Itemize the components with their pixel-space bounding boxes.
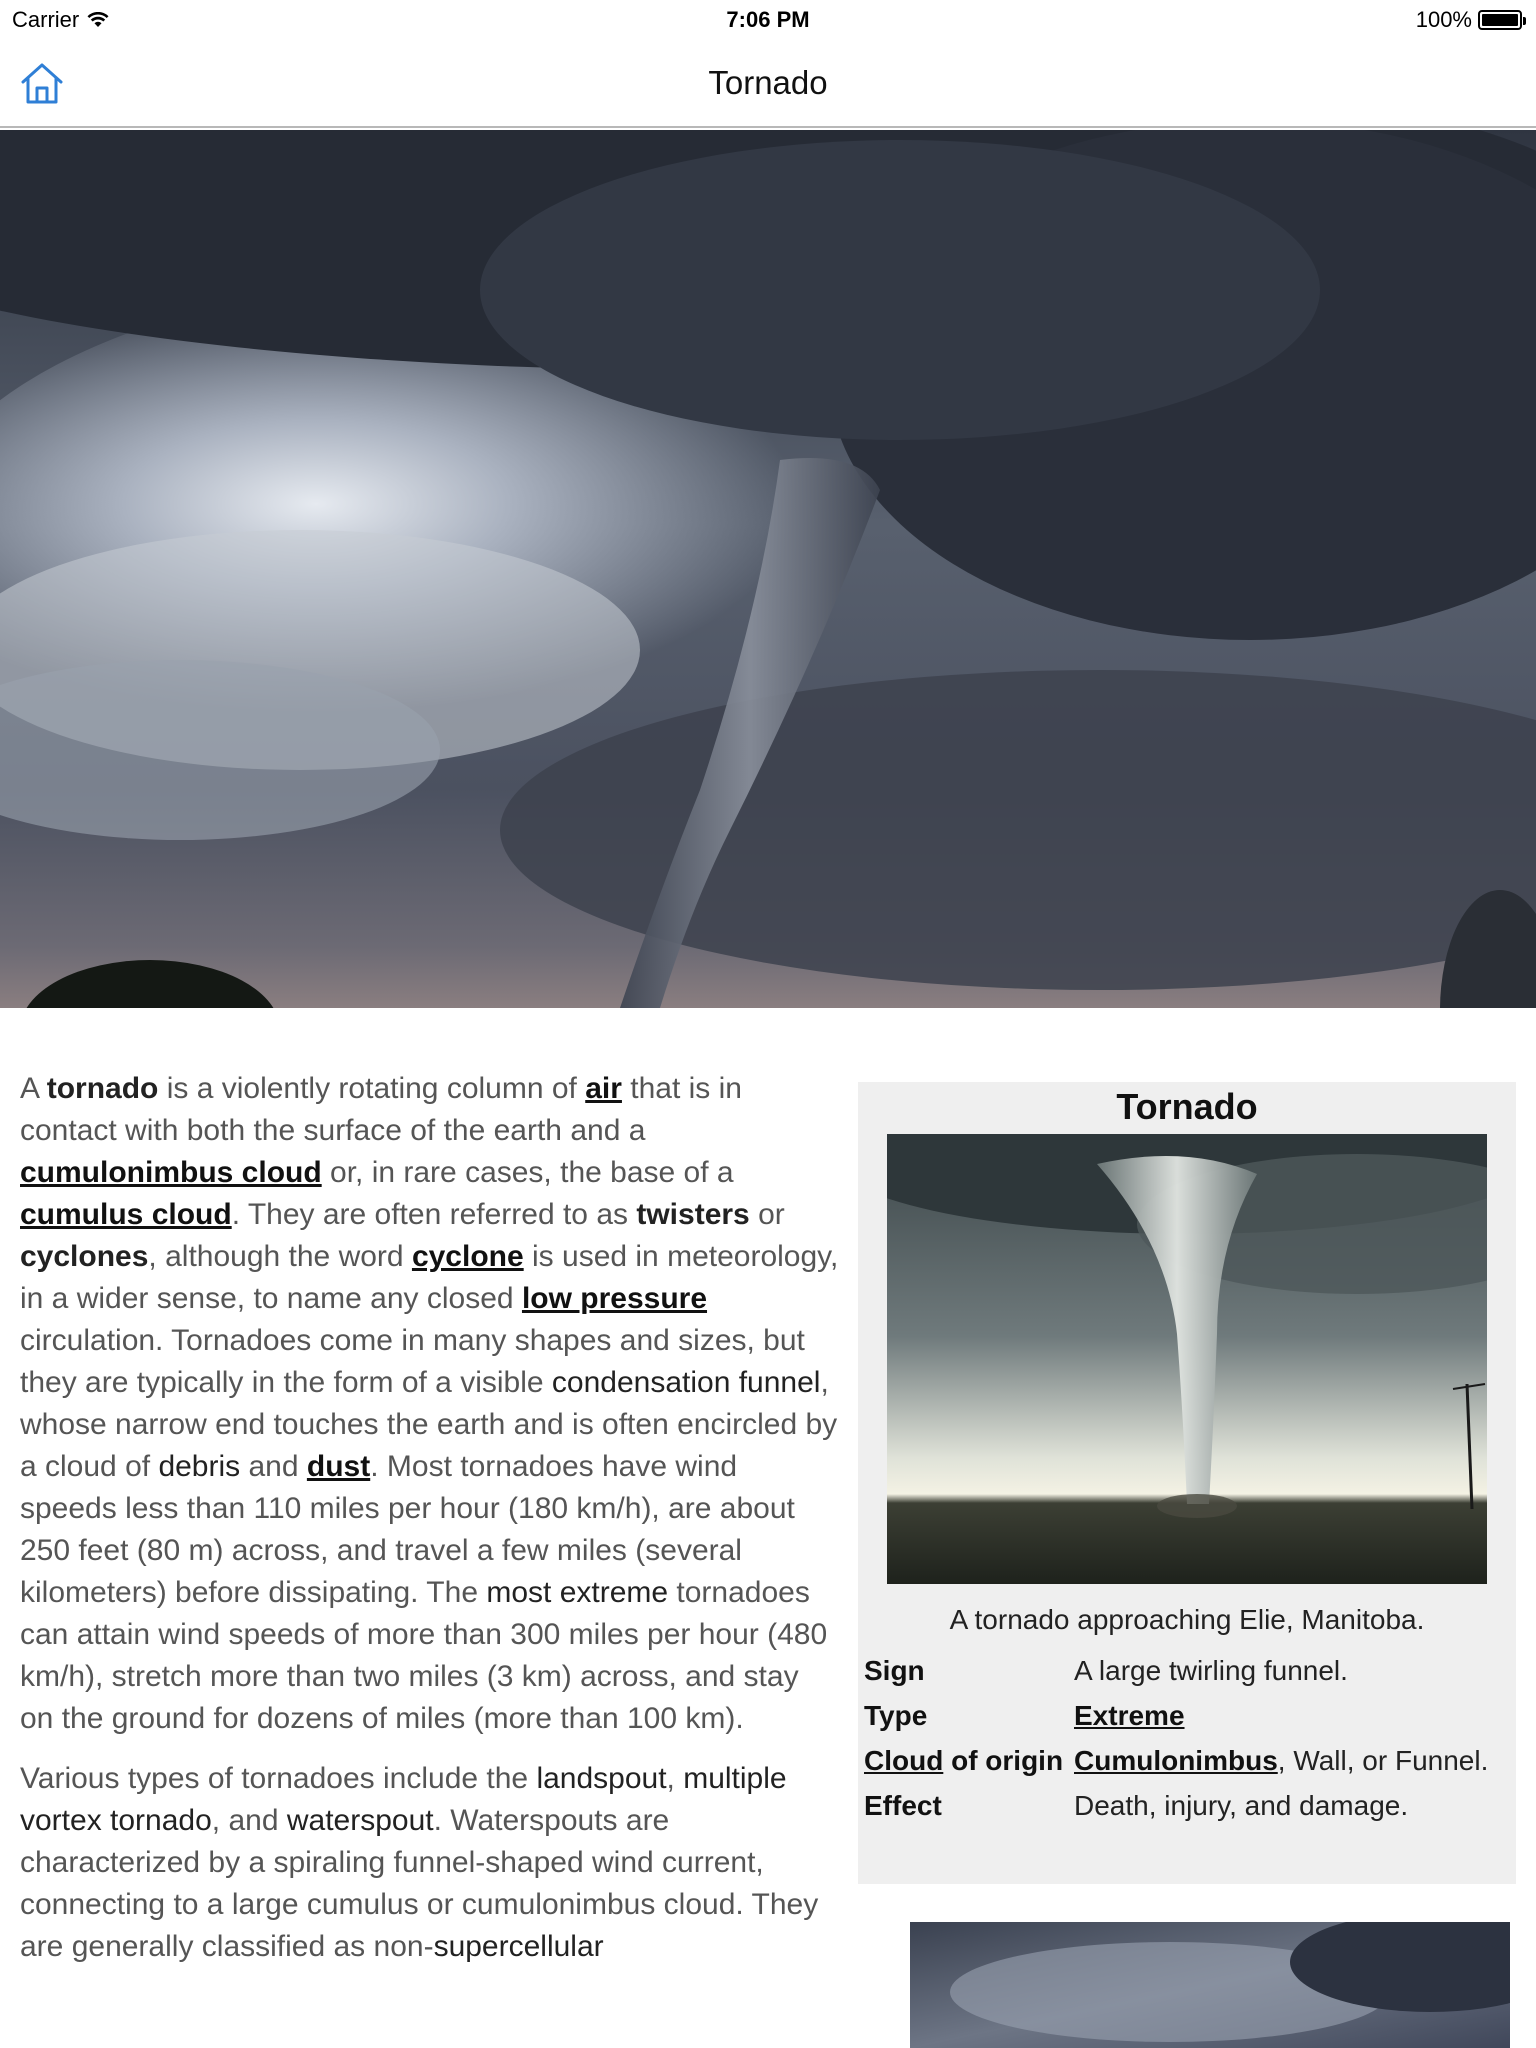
infobox-key: Type xyxy=(864,1700,928,1731)
term-waterspout[interactable]: waterspout xyxy=(286,1804,434,1837)
infobox-row-type xyxy=(864,1693,1510,1738)
text-run: , although the word xyxy=(148,1240,412,1273)
carrier-label: Carrier xyxy=(12,7,80,32)
infobox-rows xyxy=(864,1648,1510,1828)
text-run: . Most tornadoes have wind speeds less than 110 miles per hour (180 km/h), are about 250 feet (80 m) across, and travel a few miles (several kilometers) before dissipating. The xyxy=(20,1450,795,1609)
text-run: Various types of tornadoes include the xyxy=(20,1762,537,1795)
page-title: Tornado xyxy=(708,64,828,101)
infobox-key-rest: of origin xyxy=(943,1745,1064,1776)
infobox-row-cloud-of-origin xyxy=(864,1738,1510,1783)
article-body xyxy=(20,1068,840,1986)
text-run: circulation. Tornadoes come in many shapes and sizes, but they are typically in the form of a visible xyxy=(20,1324,805,1399)
status-bar xyxy=(0,0,1536,40)
infobox-value xyxy=(1074,1738,1510,1783)
battery-fill xyxy=(1482,14,1518,26)
link-dust[interactable]: dust xyxy=(306,1450,371,1483)
term-multiple-vortex-tornado[interactable]: multiple vortex tornado xyxy=(20,1762,787,1837)
link-low-pressure[interactable]: low pressure xyxy=(521,1282,708,1315)
text-run: is a violently rotating column of xyxy=(158,1072,586,1105)
text-run: , xyxy=(666,1762,684,1795)
infobox-caption: A tornado approaching Elie, Manitoba. xyxy=(949,1604,1425,1635)
secondary-tornado-image[interactable] xyxy=(910,1922,1510,2048)
text-run: A xyxy=(20,1072,47,1105)
navigation-bar xyxy=(0,40,1536,128)
infobox-value: A large twirling funnel. xyxy=(1074,1655,1348,1686)
text-run: tornadoes can attain wind speeds of more than 300 miles per hour (480 km/h), stretch more than two miles (3 km) across, and stay on the ground for dozens of miles (more than 100 km). xyxy=(20,1576,828,1735)
text-run: . Waterspouts are characterized by a spiraling funnel-shaped wind current, connecting to a large cumulus or cumulonimbus cloud. They are generally classified as non- xyxy=(20,1804,819,1963)
battery-tip xyxy=(1523,17,1526,25)
term-supercellular[interactable]: supercellular xyxy=(433,1930,604,1963)
link-air[interactable]: air xyxy=(585,1072,622,1105)
hero-tornado-image xyxy=(0,130,1536,1008)
link-cumulus-cloud[interactable]: cumulus cloud xyxy=(20,1198,232,1231)
text-run: . They are often referred to as xyxy=(231,1198,637,1231)
link-cumulonimbus[interactable]: Cumulonimbus xyxy=(1074,1745,1278,1776)
article-paragraph-2 xyxy=(20,1758,840,1968)
infobox-key: Sign xyxy=(864,1655,925,1686)
text-run: and xyxy=(240,1450,307,1483)
text-run: or xyxy=(749,1198,785,1231)
infobox-key xyxy=(864,1738,1074,1783)
infobox-value-rest: , Wall, or Funnel. xyxy=(1277,1745,1489,1776)
infobox-key: Effect xyxy=(864,1790,942,1821)
infobox-title: Tornado xyxy=(1116,1086,1258,1127)
term-twisters: twisters xyxy=(636,1198,750,1231)
text-run: is used in meteorology, in a wider sense, to name any closed xyxy=(20,1240,839,1315)
term-most-extreme[interactable]: most extreme xyxy=(486,1576,669,1609)
term-tornado: tornado xyxy=(46,1072,159,1105)
term-landspout[interactable]: landspout xyxy=(536,1762,667,1795)
status-right xyxy=(1416,7,1522,33)
term-condensation-funnel[interactable]: condensation funnel xyxy=(551,1366,821,1399)
infobox xyxy=(858,1082,1516,1884)
link-extreme[interactable]: Extreme xyxy=(1074,1700,1185,1731)
term-cyclones: cyclones xyxy=(20,1240,149,1273)
text-run: or, in rare cases, the base of a xyxy=(321,1156,734,1189)
link-cumulonimbus-cloud[interactable]: cumulonimbus cloud xyxy=(20,1156,322,1189)
battery-percent: 100% xyxy=(1415,7,1472,32)
link-cloud[interactable]: Cloud xyxy=(864,1745,944,1776)
text-run: , and xyxy=(211,1804,287,1837)
infobox-tornado-image[interactable] xyxy=(887,1134,1487,1584)
battery-icon xyxy=(1478,10,1522,30)
infobox-value: Death, injury, and damage. xyxy=(1074,1790,1409,1821)
text-run: , whose narrow end touches the earth and is often encircled by a cloud of xyxy=(20,1366,838,1483)
infobox-row-effect xyxy=(864,1783,1510,1828)
article-paragraph-1 xyxy=(20,1068,840,1740)
infobox-value xyxy=(1074,1693,1510,1738)
text-run: that is in contact with both the surface of the earth and a xyxy=(20,1072,742,1147)
term-debris[interactable]: debris xyxy=(158,1450,241,1483)
link-cyclone[interactable]: cyclone xyxy=(411,1240,524,1273)
infobox-row-sign xyxy=(864,1648,1510,1693)
status-time: 7:06 PM xyxy=(726,7,810,32)
